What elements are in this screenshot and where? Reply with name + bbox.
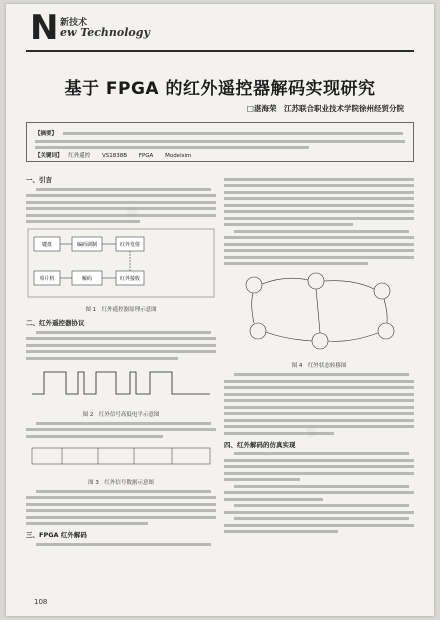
fig1-block-label: 解码 [81,276,93,282]
figure-4-state-diagram [224,269,414,355]
abstract-text-line [35,140,405,143]
column-name-en: ew Technology [60,26,150,39]
fig1-block-label: 单片机 [39,276,55,282]
abstract-text-line [35,146,309,149]
abstract-label: 【摘要】 [35,131,58,137]
article-author: □湛海荣 江苏联合职业技术学院徐州经贸分院 [246,104,404,113]
left-column [26,170,216,549]
abstract-text-line [63,132,403,135]
watermark-mark: ▦ [123,202,140,220]
figure-1-diagram [26,227,216,299]
keyword: VS1838B [102,153,128,159]
figure-1 [26,227,216,313]
paragraph [26,188,216,224]
figure-2-waveform [26,364,216,404]
figure-1-caption: 图 1 红外遥控器原理示意图 [85,307,157,313]
paragraph [26,422,216,438]
paragraph [26,490,216,526]
section-heading: 一、引言 [26,176,52,184]
paragraph [224,230,414,266]
page-number: 108 [34,598,48,606]
journal-page [6,4,434,616]
keywords-label: 【关键词】 [35,153,63,159]
keyword: 红外遥控 [68,153,91,159]
figure-3 [26,442,216,486]
paragraph [224,504,414,514]
paragraph [224,452,414,481]
paragraph [224,485,414,501]
column-name-cn: 新技术 [60,18,88,28]
fig1-block-label: 键盘 [41,242,53,248]
paragraph [224,178,414,227]
fig1-block-label: 红外接收 [119,276,141,282]
right-column [224,174,414,537]
figure-3-caption: 图 3 红外信号数据示意图 [88,479,154,486]
section-heading: 四、红外解码的仿真实现 [224,440,296,449]
section-heading: 三、FPGA 红外解码 [26,531,87,539]
abstract-box [26,122,414,162]
keyword: Modelsim [165,153,192,159]
figure-2 [26,364,216,418]
header-rule [26,50,414,52]
article-title: 基于 FPGA 的红外遥控器解码实现研究 [64,79,376,99]
paragraph [26,331,216,360]
figure-3-frame [26,442,216,472]
figure-4-caption: 图 4 红外状态转移图 [291,363,347,369]
fig1-block-label: 红外发射 [119,242,141,248]
column-initial-letter: N [30,8,59,48]
figure-4 [224,269,414,369]
paragraph [26,543,216,546]
fig1-block-label: 编码调制 [76,242,98,248]
section-heading: 二、红外遥控器协议 [26,319,85,327]
paragraph [224,517,414,533]
keywords-row [35,151,201,159]
paragraph [224,373,414,435]
keyword: FPGA [138,153,154,159]
figure-2-caption: 图 2 红外信号高低电平示意图 [82,411,160,418]
